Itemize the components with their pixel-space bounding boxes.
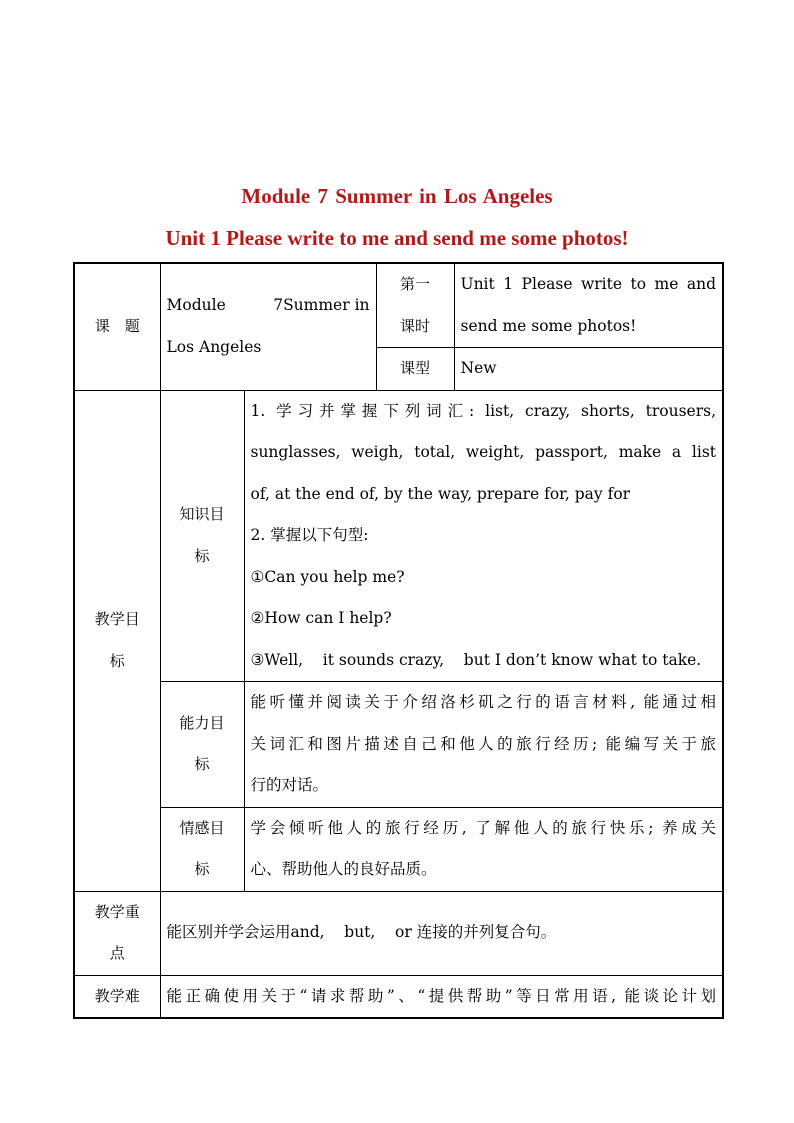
difficulty-cell: 能正确使用关于“请求帮助”、“提供帮助”等日常用语, 能谈论计划	[160, 975, 723, 1018]
table-row	[74, 807, 723, 891]
unit-title: Unit 1 Please write to me and send me some photos!	[165, 226, 629, 250]
keypoint-cell: 能区别并学会运用and, but, or 连接的并列复合句。	[160, 891, 723, 975]
knowledge-cell	[244, 390, 723, 682]
emotion-label-cell: 情感目 标	[160, 807, 244, 891]
emotion-cell	[244, 807, 723, 891]
keypoint-label-cell: 教学重 点	[74, 891, 160, 975]
knowledge-line: ②How can I help?	[250, 609, 392, 627]
topic-label: 课 题	[94, 317, 140, 335]
objectives-label-cell: 教学目 标	[74, 390, 160, 891]
module-cell	[160, 263, 376, 390]
knowledge-line: 2. 掌握以下句型:	[250, 526, 369, 544]
unit-line: send me some photos!	[460, 316, 637, 335]
module-line: Los Angeles	[166, 337, 262, 356]
module-title: Module 7 Summer in Los Angeles	[241, 184, 553, 208]
table-row	[74, 891, 723, 975]
emotion-line: 学会倾听他人的旅行经历, 了解他人的旅行快乐; 养成关	[250, 818, 717, 837]
type-label-cell: 课型	[376, 348, 454, 391]
lesson-plan-table	[73, 262, 724, 1019]
unit-line: Unit 1 Please write to me and	[460, 275, 717, 293]
table-row	[74, 975, 723, 1018]
module-line: Module 7 Summer in	[166, 296, 370, 315]
knowledge-line: 1. 学习并掌握下列词汇: list, crazy, shorts, trousers,	[250, 401, 717, 420]
ability-label-cell: 能力目 标	[160, 682, 244, 808]
emotion-line: 心、帮助他人的良好品质。	[250, 860, 437, 878]
ability-line: 关词汇和图片描述自己和他人的旅行经历; 能编写关于旅	[250, 734, 717, 753]
knowledge-line: sunglasses, weigh, total, weight, passport, make a list	[250, 443, 717, 461]
unit-cell	[454, 263, 723, 348]
ability-cell	[244, 682, 723, 808]
table-row	[74, 682, 723, 808]
knowledge-label-cell: 知识目 标	[160, 390, 244, 682]
knowledge-line: ①Can you help me?	[250, 567, 405, 586]
type-value-cell: New	[454, 348, 723, 391]
table-row	[74, 390, 723, 682]
table-row	[74, 263, 723, 348]
ability-line: 能听懂并阅读关于介绍洛杉矶之行的语言材料, 能通过相	[250, 693, 717, 711]
knowledge-line: of, at the end of, by the way, prepare for, pay for	[250, 484, 631, 503]
period-label-cell: 第一 课时	[376, 263, 454, 348]
ability-line: 行的对话。	[250, 776, 329, 794]
difficulty-label-cell: 教学难	[74, 975, 160, 1018]
knowledge-line: ③Well, it sounds crazy, but I don’t know what to take.	[250, 650, 702, 669]
topic-label-cell	[74, 263, 160, 390]
